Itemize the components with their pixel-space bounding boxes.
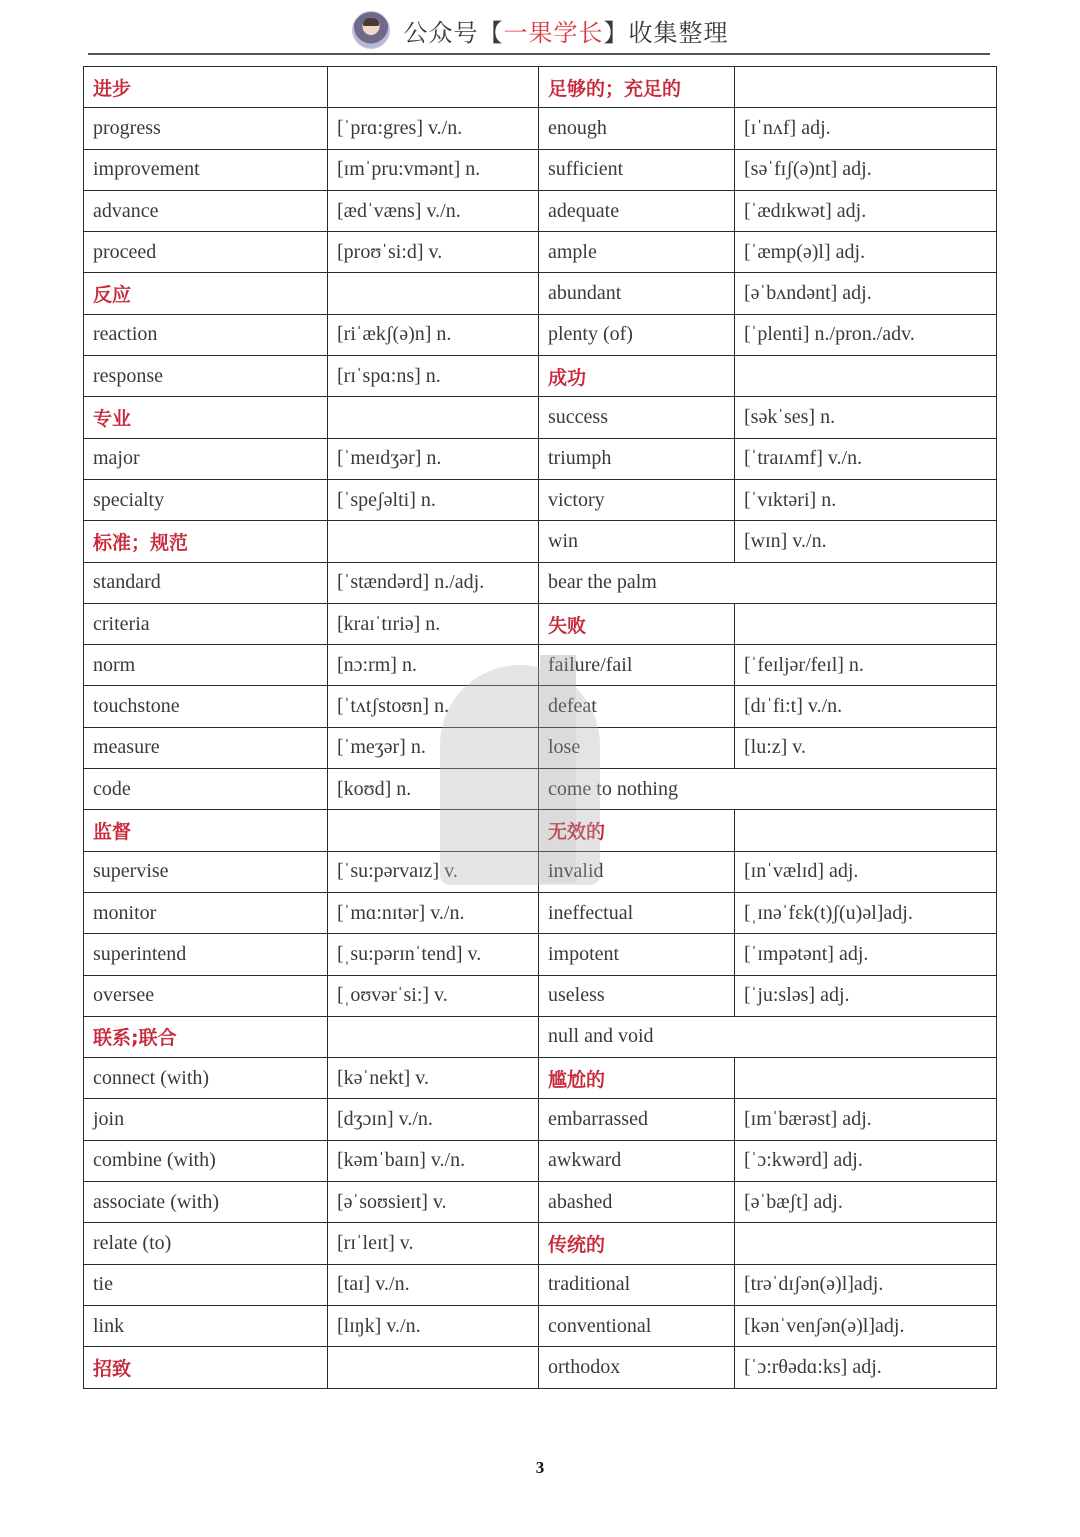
phonetic-cell: [ɪmˈbærəst] adj. [735,1099,997,1140]
word-cell: victory [539,479,735,520]
phonetic-cell [735,356,997,397]
phonetic-cell [328,1016,539,1057]
word-cell: criteria [84,603,328,644]
phonetic-cell: [səkˈses] n. [735,397,997,438]
table-row [84,1305,997,1346]
phonetic-cell [328,273,539,314]
word-cell: standard [84,562,328,603]
phonetic-cell: [dɪˈfi:t] v./n. [735,686,997,727]
word-cell: ineffectual [539,892,735,933]
word-cell: abundant [539,273,735,314]
table-row [84,232,997,273]
phonetic-cell [328,810,539,851]
phrase-cell: bear the palm [539,562,997,603]
phonetic-cell: [rɪˈspɑ:ns] n. [328,356,539,397]
word-cell: tie [84,1264,328,1305]
word-cell: failure/fail [539,645,735,686]
table-row [84,397,997,438]
phonetic-cell: [ˌoʊvərˈsi:] v. [328,975,539,1016]
header-suffix: 】收集整理 [603,18,729,47]
table-row [84,190,997,231]
word-cell: response [84,356,328,397]
word-cell: awkward [539,1140,735,1181]
phonetic-cell [328,397,539,438]
phrase-cell: null and void [539,1016,997,1057]
category-heading: 失败 [539,603,735,644]
category-heading: 传统的 [539,1223,735,1264]
phonetic-cell: [ɪnˈvælɪd] adj. [735,851,997,892]
category-heading: 成功 [539,356,735,397]
word-cell: link [84,1305,328,1346]
phonetic-cell: [ˈsu:pərvaɪz] v. [328,851,539,892]
category-heading: 专业 [84,397,328,438]
word-cell: impotent [539,934,735,975]
phonetic-cell: [kənˈvenʃən(ə)l]adj. [735,1305,997,1346]
vocabulary-table-body [84,67,997,1389]
phonetic-cell: [ˈɪmpətənt] adj. [735,934,997,975]
table-row [84,438,997,479]
table-row [84,686,997,727]
page-header [0,8,1080,52]
word-cell: proceed [84,232,328,273]
phonetic-cell: [ˈtʌtʃstoʊn] n. [328,686,539,727]
word-cell: measure [84,727,328,768]
word-cell: useless [539,975,735,1016]
table-row [84,108,997,149]
phonetic-cell: [ædˈvæns] v./n. [328,190,539,231]
table-row [84,1182,997,1223]
word-cell: associate (with) [84,1182,328,1223]
phonetic-cell: [koʊd] n. [328,769,539,810]
phonetic-cell: [ɪˈnʌf] adj. [735,108,997,149]
table-row [84,1264,997,1305]
phonetic-cell: [trəˈdɪʃən(ə)l]adj. [735,1264,997,1305]
table-row [84,769,997,810]
table-row [84,1347,997,1388]
word-cell: specialty [84,479,328,520]
phonetic-cell: [ˈæmp(ə)l] adj. [735,232,997,273]
word-cell: improvement [84,149,328,190]
header-highlight: 一果学长 [503,18,604,47]
word-cell: progress [84,108,328,149]
word-cell: oversee [84,975,328,1016]
phonetic-cell: [ˈɔ:kwərd] adj. [735,1140,997,1181]
table-row [84,645,997,686]
phrase-cell: come to nothing [539,769,997,810]
phonetic-cell: [ˈspeʃəlti] n. [328,479,539,520]
word-cell: relate (to) [84,1223,328,1264]
word-cell: touchstone [84,686,328,727]
word-cell: embarrassed [539,1099,735,1140]
phonetic-cell: [ˈmɑ:nɪtər] v./n. [328,892,539,933]
phonetic-cell: [ˈstændərd] n./adj. [328,562,539,603]
phonetic-cell: [ˌɪnəˈfɛk(t)ʃ(u)əl]adj. [735,892,997,933]
category-heading: 标准；规范 [84,521,328,562]
header-prefix: 公众号【 [403,18,504,47]
table-row [84,149,997,190]
word-cell: win [539,521,735,562]
phonetic-cell: [lɪŋk] v./n. [328,1305,539,1346]
table-row [84,1223,997,1264]
vocabulary-table [83,66,997,1389]
table-row [84,1016,997,1057]
word-cell: code [84,769,328,810]
word-cell: ample [539,232,735,273]
word-cell: defeat [539,686,735,727]
table-row [84,562,997,603]
table-row [84,479,997,520]
phonetic-cell: [ˈvɪktəri] n. [735,479,997,520]
word-cell: monitor [84,892,328,933]
phonetic-cell [328,1347,539,1388]
category-heading: 联系;联合 [84,1016,328,1057]
table-row [84,1058,997,1099]
word-cell: norm [84,645,328,686]
word-cell: traditional [539,1264,735,1305]
word-cell: orthodox [539,1347,735,1388]
phonetic-cell: [taɪ] v./n. [328,1264,539,1305]
phonetic-cell: [əˈbʌndənt] adj. [735,273,997,314]
header-divider [88,53,990,55]
phonetic-cell [328,521,539,562]
word-cell: superintend [84,934,328,975]
category-heading: 无效的 [539,810,735,851]
phonetic-cell [328,67,539,108]
category-heading: 尴尬的 [539,1058,735,1099]
phonetic-cell: [ˈju:sləs] adj. [735,975,997,1016]
phonetic-cell: [rɪˈleɪt] v. [328,1223,539,1264]
table-row [84,273,997,314]
phonetic-cell [735,603,997,644]
phonetic-cell: [kraɪˈtɪriə] n. [328,603,539,644]
phonetic-cell: [ˈprɑ:gres] v./n. [328,108,539,149]
word-cell: abashed [539,1182,735,1223]
word-cell: enough [539,108,735,149]
phonetic-cell: [ˈædɪkwət] adj. [735,190,997,231]
phonetic-cell: [əˈbæʃt] adj. [735,1182,997,1223]
word-cell: invalid [539,851,735,892]
phonetic-cell [735,1223,997,1264]
phonetic-cell: [lu:z] v. [735,727,997,768]
table-row [84,1140,997,1181]
word-cell: plenty (of) [539,314,735,355]
word-cell: combine (with) [84,1140,328,1181]
phonetic-cell [735,810,997,851]
phonetic-cell [735,1058,997,1099]
table-row [84,521,997,562]
phonetic-cell: [nɔ:rm] n. [328,645,539,686]
phonetic-cell: [ˈplenti] n./pron./adv. [735,314,997,355]
table-row [84,603,997,644]
table-row [84,67,997,108]
phonetic-cell: [səˈfɪʃ(ə)nt] adj. [735,149,997,190]
table-row [84,810,997,851]
avatar-icon [352,11,390,49]
word-cell: major [84,438,328,479]
word-cell: adequate [539,190,735,231]
phonetic-cell: [ˈmeɪdʒər] n. [328,438,539,479]
table-row [84,314,997,355]
table-row [84,975,997,1016]
phonetic-cell: [ˈmeʒər] n. [328,727,539,768]
phonetic-cell [735,67,997,108]
phonetic-cell: [ˈfeɪljər/feɪl] n. [735,645,997,686]
phonetic-cell: [əˈsoʊsieɪt] v. [328,1182,539,1223]
phonetic-cell: [proʊˈsi:d] v. [328,232,539,273]
word-cell: conventional [539,1305,735,1346]
category-heading: 监督 [84,810,328,851]
word-cell: advance [84,190,328,231]
phonetic-cell: [ˌsu:pərɪnˈtend] v. [328,934,539,975]
word-cell: lose [539,727,735,768]
category-heading: 进步 [84,67,328,108]
word-cell: sufficient [539,149,735,190]
phonetic-cell: [riˈækʃ(ə)n] n. [328,314,539,355]
table-row [84,727,997,768]
category-heading: 足够的；充足的 [539,67,735,108]
table-row [84,1099,997,1140]
phonetic-cell: [ˈtraɪʌmf] v./n. [735,438,997,479]
table-row [84,892,997,933]
category-heading: 反应 [84,273,328,314]
category-heading: 招致 [84,1347,328,1388]
word-cell: join [84,1099,328,1140]
table-row [84,356,997,397]
phonetic-cell: [dʒɔɪn] v./n. [328,1099,539,1140]
word-cell: supervise [84,851,328,892]
phonetic-cell: [kəmˈbaɪn] v./n. [328,1140,539,1181]
word-cell: triumph [539,438,735,479]
header-title [404,13,729,48]
word-cell: reaction [84,314,328,355]
phonetic-cell: [kəˈnekt] v. [328,1058,539,1099]
phonetic-cell: [ˈɔ:rθədɑ:ks] adj. [735,1347,997,1388]
phonetic-cell: [wɪn] v./n. [735,521,997,562]
word-cell: success [539,397,735,438]
table-row [84,934,997,975]
page-number: 3 [535,1458,545,1477]
phonetic-cell: [ɪmˈpru:vmənt] n. [328,149,539,190]
table-row [84,851,997,892]
word-cell: connect (with) [84,1058,328,1099]
